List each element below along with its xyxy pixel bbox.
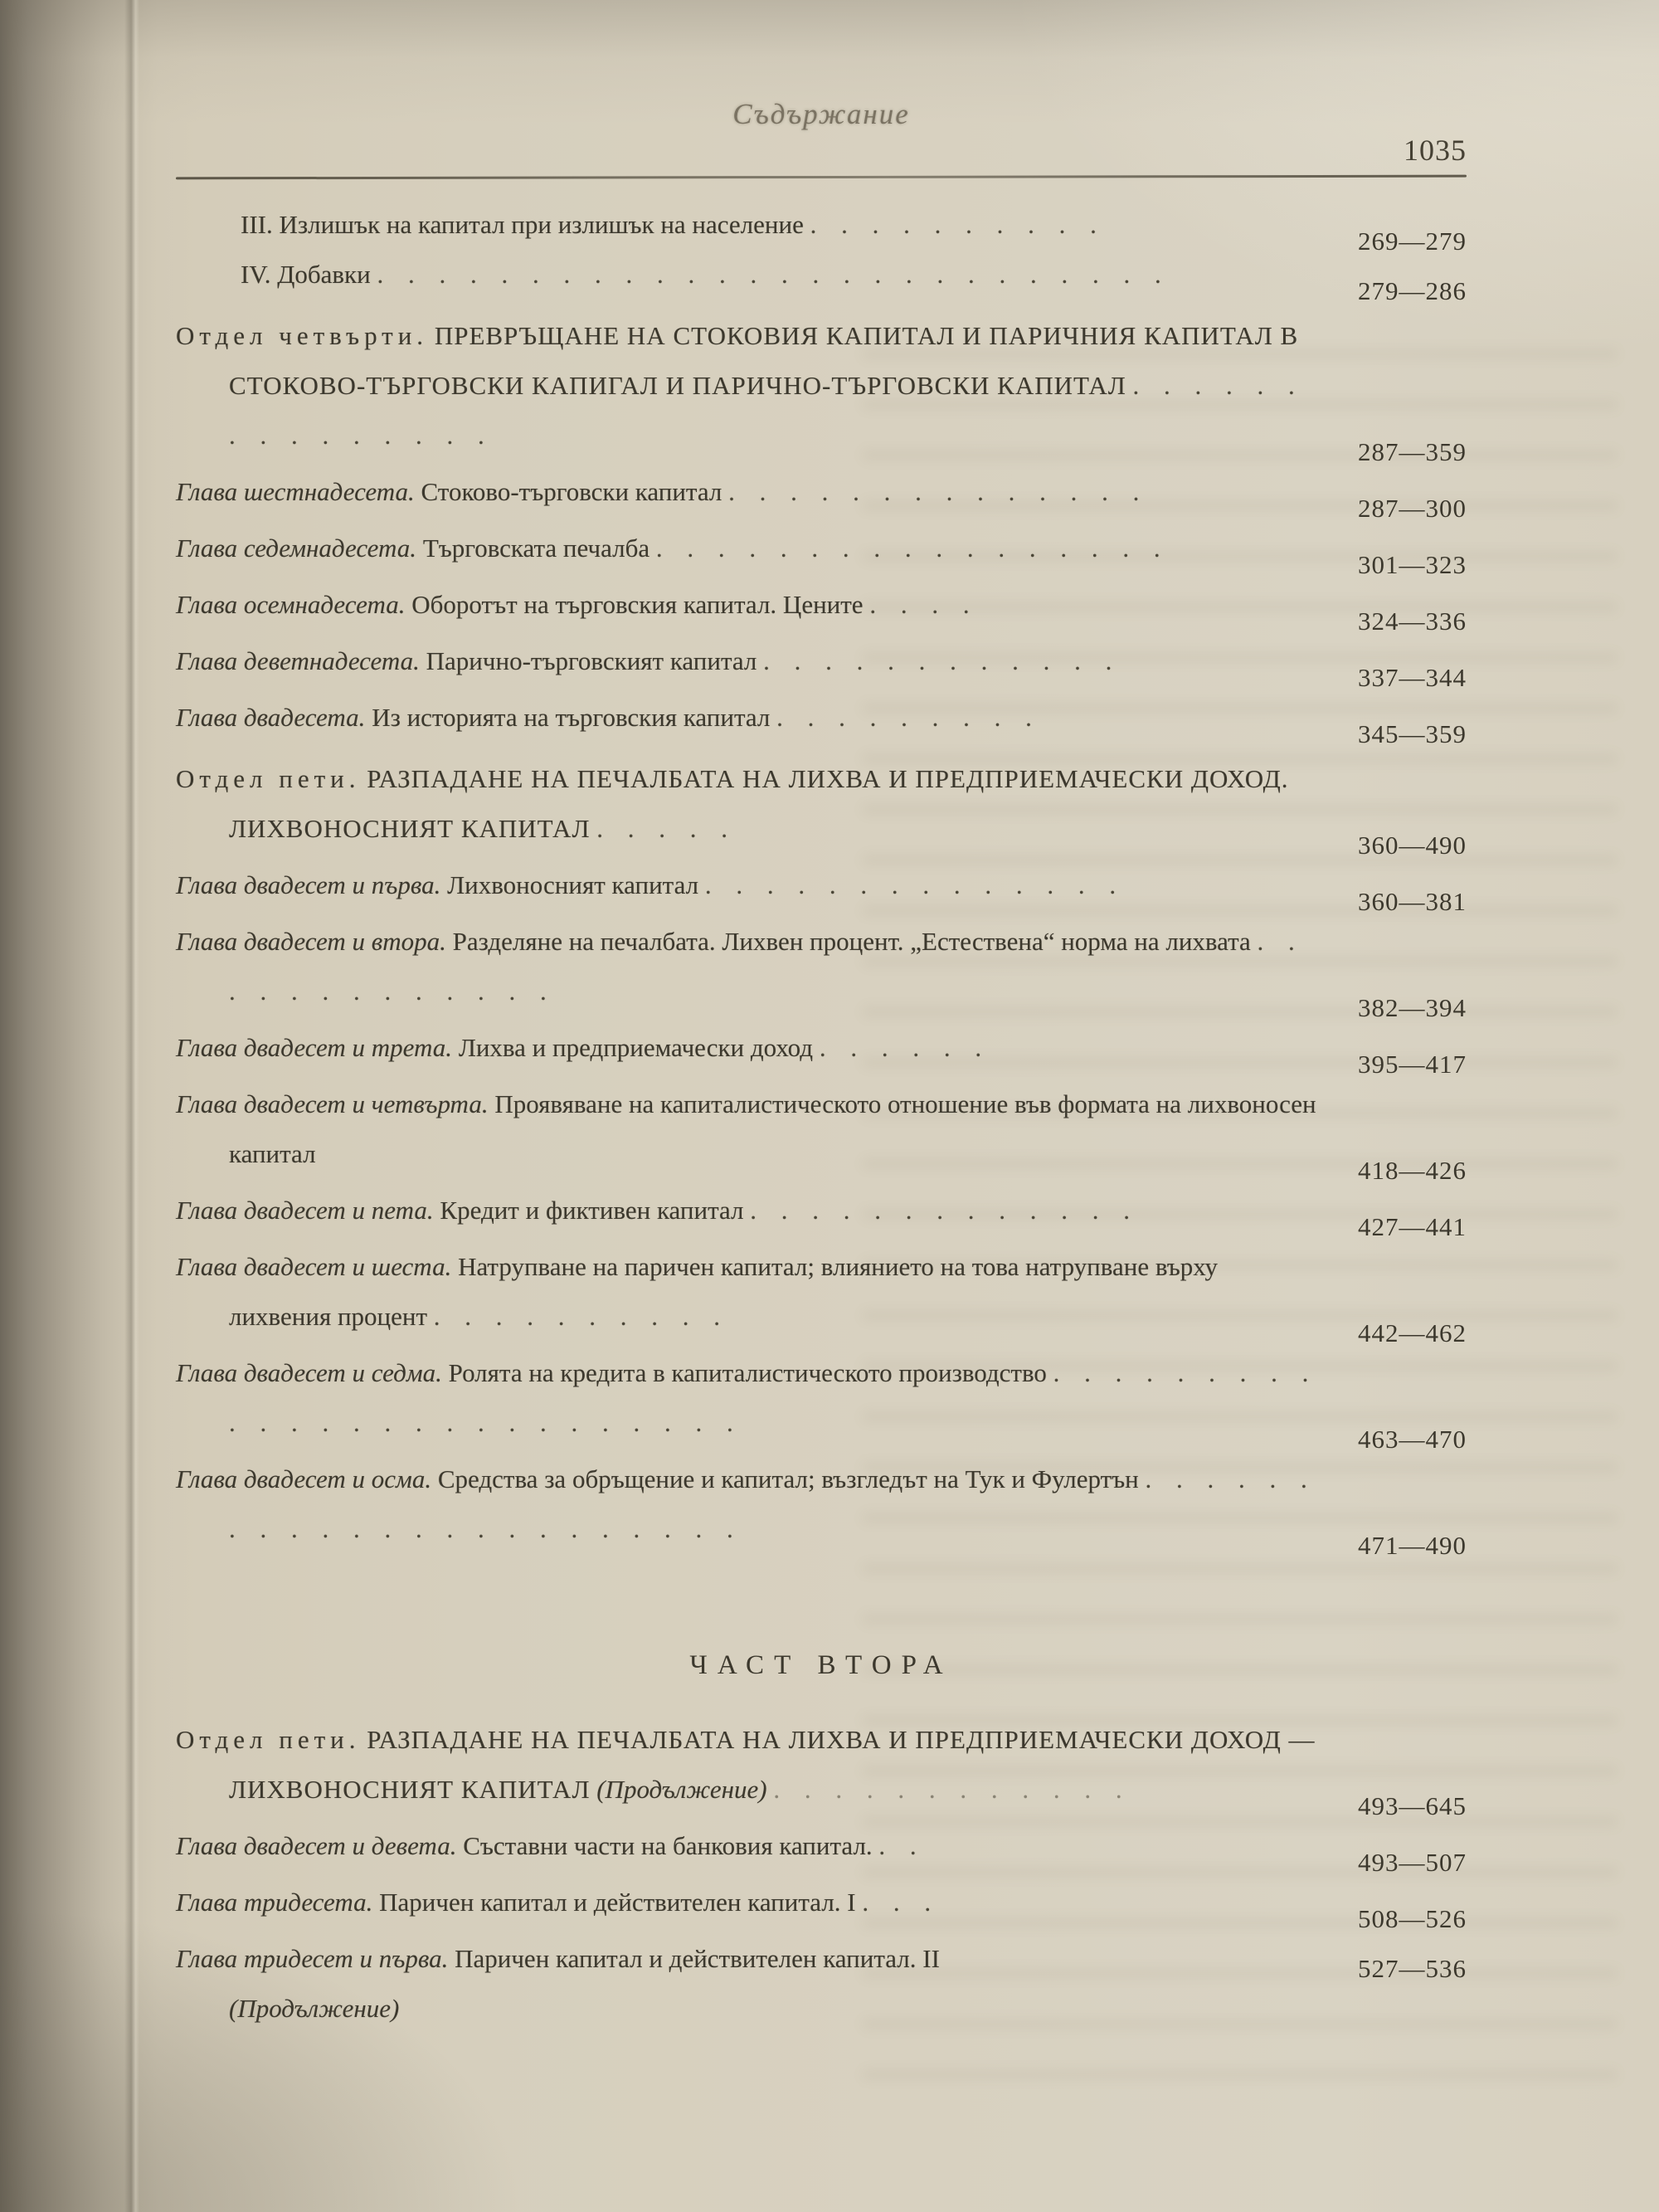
dot-leader: . . . . . . . . . . <box>433 1302 721 1331</box>
toc-entry-text <box>176 1242 1337 1342</box>
toc-entry-title: Средства за обръщение и капитал; възгледът на Тук и Фулертън <box>437 1464 1139 1493</box>
toc-entry-pages: 427—441 <box>1358 1212 1467 1241</box>
dot-leader: . . . . . . . . . . . . <box>763 646 1112 675</box>
toc-entry-title: Паричен капитал и действителен капитал. I <box>379 1888 856 1917</box>
toc-entry-lead: Глава двадесет и девета. <box>176 1831 457 1860</box>
toc-entry-lead: Глава шестнадесета. <box>176 477 415 506</box>
toc-entry-text <box>176 1023 1337 1073</box>
page-fold-crease <box>124 0 139 2212</box>
toc-entry <box>176 754 1467 860</box>
toc-entry-lead: Глава тридесет и първа. <box>176 1944 449 1973</box>
toc-entry-lead: Глава двадесет и пета. <box>176 1196 434 1225</box>
toc-entry-note: (Продължение) <box>229 1994 400 2023</box>
toc-entry-lead: Глава двадесет и шеста. <box>176 1252 452 1281</box>
toc-entry-title: Добавки <box>277 260 371 289</box>
toc-entry-lead: IV. <box>241 260 271 289</box>
toc-entry-lead: Глава осемнадесета. <box>176 590 406 619</box>
toc-entry-text <box>176 636 1337 686</box>
toc-entry-lead: Глава двадесет и първа. <box>176 870 441 899</box>
dot-leader: . . . . . . . . . . . . . . . . . . . . . . . . . . <box>377 260 1161 289</box>
toc-entry-pages: 301—323 <box>1358 550 1467 579</box>
toc-entry-lead: Глава двадесет и седма. <box>176 1358 442 1387</box>
toc-entry-pages: 493—645 <box>1358 1791 1467 1820</box>
dot-leader: . . . . . . . . . . . . . <box>750 1196 1131 1225</box>
toc-entry-text <box>176 200 1337 250</box>
dot-leader: . . . <box>862 1888 932 1917</box>
toc-entry-pages: 442—462 <box>1358 1318 1467 1347</box>
toc-entry-text <box>176 917 1337 1016</box>
toc-entry-lead: Глава двадесет и четвърта. <box>176 1089 489 1118</box>
toc-entry <box>176 1242 1467 1347</box>
toc-entry-lead: Глава двадесет и осма. <box>176 1464 432 1493</box>
toc-entry <box>176 524 1467 579</box>
dot-leader: . . . . . . . . . <box>776 703 1032 732</box>
toc-entry-text <box>176 1454 1337 1554</box>
running-head: Съдържание <box>732 98 910 130</box>
toc-entry-text <box>176 580 1337 630</box>
toc-entry-text <box>176 311 1337 460</box>
toc-entry-pages: 395—417 <box>1358 1050 1467 1079</box>
toc-entry-pages: 493—507 <box>1358 1848 1467 1877</box>
toc-entry-pages: 345—359 <box>1358 719 1467 748</box>
toc-entry-title: Проявяване на капиталистическото отношение във формата на лихвоносен капитал <box>229 1089 1316 1168</box>
toc-entry-title: Разделяне на печалбата. Лихвен процент. „Естествена“ норма на лихвата <box>452 927 1251 956</box>
toc-entry-pages: 527—536 <box>1358 1954 1467 1983</box>
toc-entry <box>176 311 1467 466</box>
dot-leader: . . . . . . . . . . . . . . . . . <box>655 534 1160 563</box>
toc-entry-title: Из историята на търговския капитал <box>372 703 771 732</box>
toc-entry <box>176 580 1467 636</box>
toc-entry <box>176 693 1467 748</box>
toc-entry-lead: Отдел пети. <box>176 764 361 793</box>
toc-entry-text <box>176 1934 1337 2034</box>
toc-entry-title: Ролята на кредита в капиталистическото производство <box>448 1358 1047 1387</box>
toc-entry-title: Стоково-търговски капитал <box>421 477 722 506</box>
toc-entry <box>176 636 1467 692</box>
page-number: 1035 <box>1404 134 1467 167</box>
toc-entry-title: РАЗПАДАНЕ НА ПЕЧАЛБАТА НА ЛИХВА И ПРЕДПРИЕМАЧЕСКИ ДОХОД. ЛИХВОНОСНИЯТ КАПИТАЛ <box>229 764 1289 843</box>
dot-leader: . . . . . . . . . . <box>810 210 1097 239</box>
toc-entry <box>176 1348 1467 1454</box>
toc-entry <box>176 200 1467 256</box>
toc-entry-pages: 360—381 <box>1358 887 1467 916</box>
toc-entry-text <box>176 1878 1337 1927</box>
toc-entry-lead: Глава двадесет и втора. <box>176 927 446 956</box>
toc-entry-pages: 360—490 <box>1358 831 1467 860</box>
toc-entry-title: Паричен капитал и действителен капитал. II <box>455 1944 940 1973</box>
dot-leader: . . . . <box>869 590 970 619</box>
header-rule <box>176 175 1467 180</box>
table-of-contents <box>176 200 1467 2034</box>
dot-leader: . . . . . . . . . . . . <box>773 1775 1122 1804</box>
toc-entry-pages: 337—344 <box>1358 663 1467 692</box>
toc-entry-title: Парично-търговският капитал <box>426 646 757 675</box>
toc-entry-text <box>176 1079 1337 1179</box>
toc-entry-text <box>176 693 1337 743</box>
toc-entry-pages: 324—336 <box>1358 607 1467 636</box>
toc-entry-note: (Продължение) <box>596 1775 767 1804</box>
toc-entry-pages: 463—470 <box>1358 1425 1467 1454</box>
toc-entry-lead: Глава двадесета. <box>176 703 366 732</box>
toc-entry-pages: 287—359 <box>1358 437 1467 466</box>
toc-entry-title: РАЗПАДАНЕ НА ПЕЧАЛБАТА НА ЛИХВА И ПРЕДПРИЕМАЧЕСКИ ДОХОД — ЛИХВОНОСНИЯТ КАПИТАЛ <box>229 1725 1316 1804</box>
dot-leader: . . . . . . . . . . . . . . <box>728 477 1140 506</box>
toc-entry <box>176 1715 1467 1820</box>
toc-entry <box>176 1079 1467 1185</box>
toc-entry <box>176 1454 1467 1560</box>
toc-entry-title: ПРЕВРЪЩАНЕ НА СТОКОВИЯ КАПИТАЛ И ПАРИЧНИЯ КАПИТАЛ В СТОКОВО-ТЪРГОВСКИ КАПИГАЛ И ПАРИЧНО-ТЪРГОВСКИ КАПИТАЛ <box>229 321 1299 400</box>
page-content <box>176 98 1467 2040</box>
toc-entry-text <box>176 524 1337 573</box>
toc-entry-title: Лихва и предприемачески доход <box>458 1033 814 1062</box>
toc-entry-text <box>176 860 1337 910</box>
toc-entry-lead: Глава тридесета. <box>176 1888 373 1917</box>
toc-entry-text <box>176 250 1337 300</box>
toc-entry <box>176 467 1467 523</box>
dot-leader: . . . . . . . . . . . . . . . . . . . . . . . . . . <box>229 1358 1309 1437</box>
toc-entry-text <box>176 467 1337 517</box>
toc-entry-lead: III. <box>241 210 273 239</box>
toc-entry-text <box>176 1821 1337 1871</box>
toc-entry-pages: 418—426 <box>1358 1156 1467 1185</box>
toc-entry-text <box>176 1186 1337 1235</box>
toc-entry-pages: 508—526 <box>1358 1904 1467 1933</box>
toc-entry-title: Съставни части на банковия капитал. <box>463 1831 873 1860</box>
toc-entry-title: Кредит и фиктивен капитал <box>440 1196 744 1225</box>
toc-entry-lead: Глава деветнадесета. <box>176 646 420 675</box>
toc-entry <box>176 1878 1467 1933</box>
dot-leader: . . . . . . <box>819 1033 982 1062</box>
toc-entry-title: Оборотът на търговския капитал. Цените <box>411 590 864 619</box>
toc-entry-lead: Глава двадесет и трета. <box>176 1033 453 1062</box>
toc-entry-text <box>176 1348 1337 1448</box>
toc-entry <box>176 1821 1467 1877</box>
toc-entry <box>176 250 1467 305</box>
toc-entry <box>176 917 1467 1022</box>
toc-entry-title: Лихвоносният капитал <box>447 870 699 899</box>
toc-entry-lead: Глава седемнадесета. <box>176 534 417 563</box>
toc-entry <box>176 860 1467 916</box>
dot-leader: . . . . . . . . . . . . . <box>229 927 1295 1006</box>
toc-entry-lead: Отдел пети. <box>176 1725 361 1754</box>
dot-leader: . . . . . . . . . . . . . . . <box>229 371 1295 450</box>
toc-entry <box>176 1934 1467 2034</box>
toc-entry-text <box>176 1715 1337 1815</box>
dot-leader: . . . . . . . . . . . . . . . . . . . . . . . <box>229 1464 1307 1543</box>
toc-entry-pages: 382—394 <box>1358 993 1467 1022</box>
dot-leader: . . . . . . . . . . . . . . <box>704 870 1117 899</box>
dot-leader: . . <box>878 1831 917 1860</box>
toc-entry-text <box>176 754 1337 854</box>
dot-leader: . . . . . <box>596 814 727 843</box>
toc-entry-pages: 287—300 <box>1358 494 1467 523</box>
toc-entry-title: Натрупване на паричен капитал; влиянието на това натрупване върху лихвения процент <box>229 1252 1219 1331</box>
toc-entry-lead: Отдел четвърти. <box>176 321 429 350</box>
toc-entry-pages: 279—286 <box>1358 276 1467 305</box>
toc-entry-title: Излишък на капитал при излишък на население <box>279 210 804 239</box>
toc-entry <box>176 1023 1467 1079</box>
part-heading: ЧАСТ ВТОРА <box>689 1650 953 1680</box>
toc-entry-pages: 471—490 <box>1358 1531 1467 1560</box>
toc-entry-title: Търговската печалба <box>422 534 650 563</box>
toc-entry-pages: 269—279 <box>1358 227 1467 256</box>
toc-entry <box>176 1186 1467 1241</box>
